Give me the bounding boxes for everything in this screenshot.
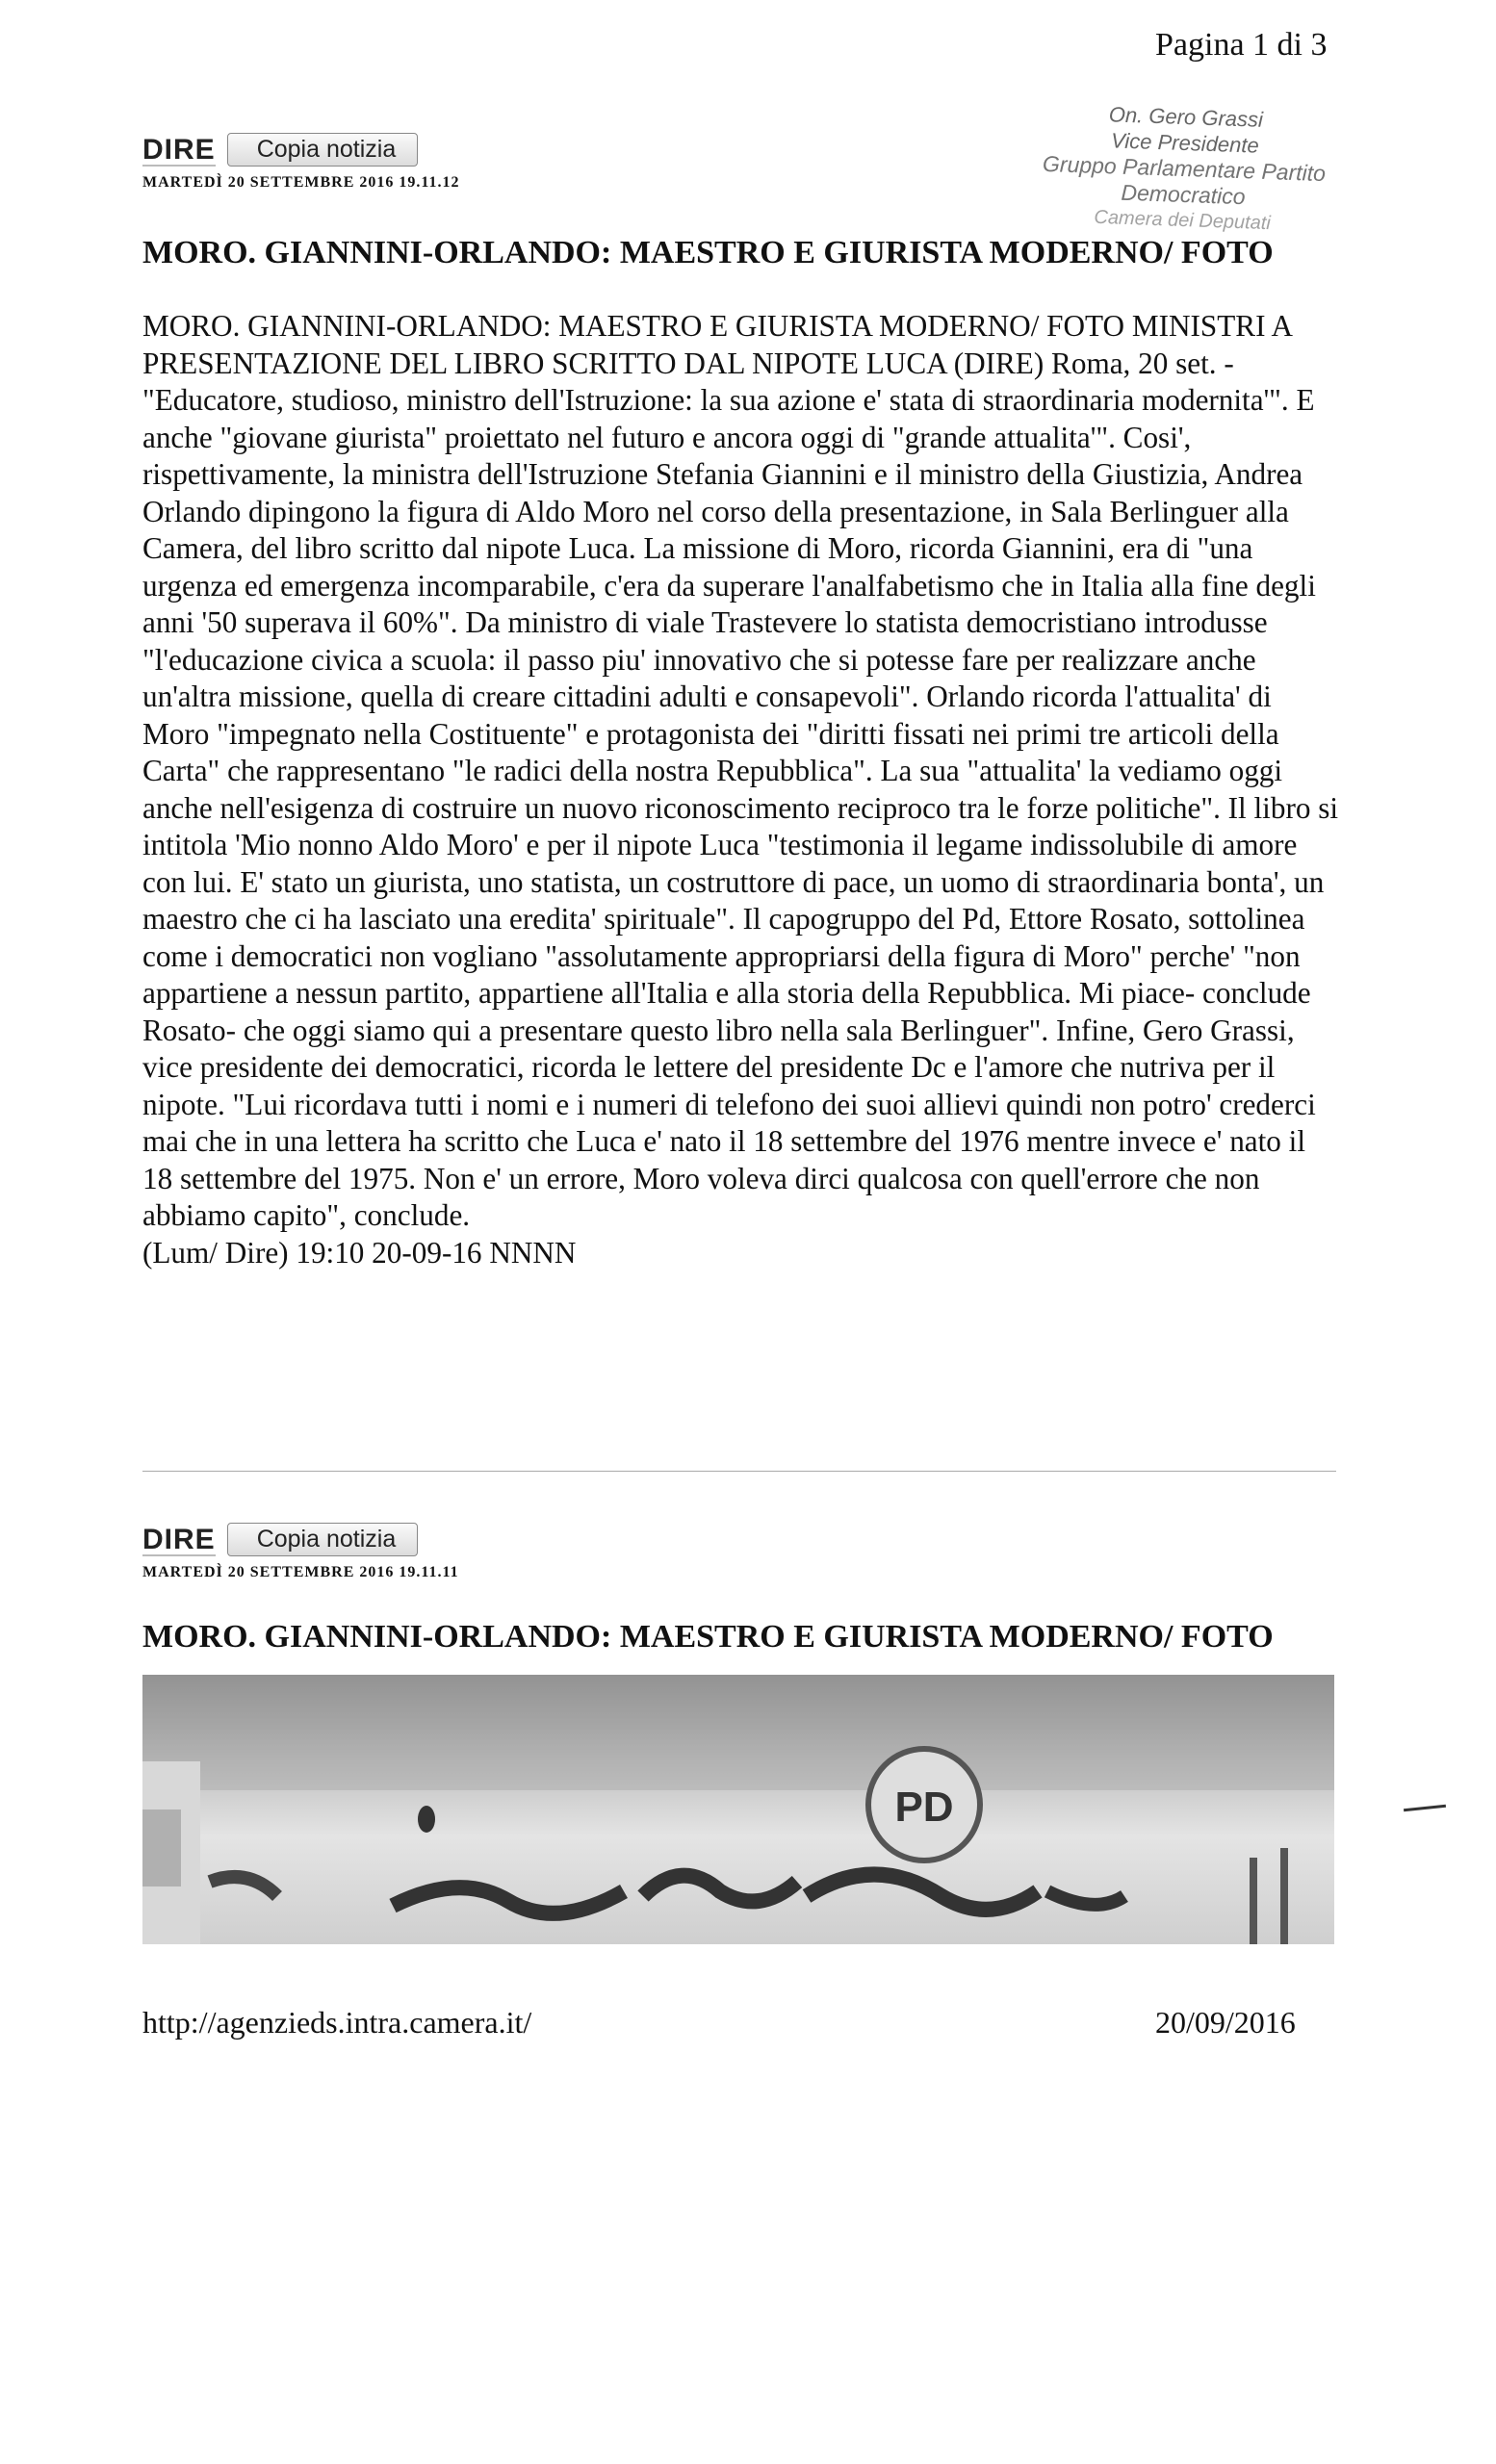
photo-scene [142,1675,1334,1944]
stamp-role: Vice Presidente [1110,128,1260,158]
article-1-dateline: MARTEDÌ 20 SETTEMBRE 2016 19.11.12 [142,174,460,191]
copy-news-button[interactable]: Copia notizia [227,1523,419,1556]
stamp-group: Gruppo Parlamentare Partito Democratico [1042,150,1327,210]
event-photo [142,1675,1334,1944]
photo-logo: PD [894,1784,954,1831]
deputy-stamp [1009,98,1359,240]
article-1-text: MORO. GIANNINI-ORLANDO: MAESTRO E GIURISTA MODERNO/ FOTO MINISTRI A PRESENTAZIONE DEL LIBRO SCRITTO DAL NIPOTE LUCA (DIRE) Roma, 20 set. - "Educatore, studioso, ministro dell'Istruzione: la sua azione e' stata di straordinaria modernita'". E anche "giovane giurista" proiettato nel futuro e ancora oggi di "grande attualita'". Cosi', rispettivamente, la ministra dell'Istruzione Stefania Giannini e il ministro della Giustizia, Andrea Orlando dipingono la figura di Aldo Moro nel corso della presentazione, in Sala Berlinguer alla Camera, del libro scritto dal nipote Luca. La missione di Moro, ricorda Giannini, era di "una urgenza ed emergenza incomparabile, c'era da superare l'analfabetismo che in Italia alla fine degli anni '50 superava il 60%". Da ministro di viale Trastevere lo statista democristiano introdusse "l'educazione civica a scuola: il passo piu' innovativo che si potesse fare per realizzare anche un'altra missione, quella di creare cittadini adulti e consapevoli". Orlando ricorda l'attualita' di Moro "impegnato nella Costituente" e protagonista dei "diritti fissati nei primi tre articoli della Carta" che rappresentano "le radici della nostra Repubblica". La sua "attualita' la vediamo oggi anche nell'esigenza di costruire un nuovo riconoscimento reciproco tra le forze politiche". Il libro si intitola 'Mio nonno Aldo Moro' e per il nipote Luca "testimonia il legame indissolubile di amore con lui. E' stato un giurista, uno statista, un costruttore di pace, un uomo di straordinaria bonta', un maestro che ci ha lasciato una eredita' spirituale". Il capogruppo del Pd, Ettore Rosato, sottolinea come i democratici non vogliano "assolutamente appropriarsi della figura di Moro" perche' "non appartiene a nessun partito, appartiene all'Italia e alla storia della Repubblica. Mi piace- conclude Rosato- che oggi siamo qui a presentare questo libro nella sala Berlinguer". Infine, Gero Grassi, vice presidente dei democratici, ricorda le lettere del presidente Dc e l'amore che nutriva per il nipote. "Lui ricordava tutti i nomi e i numeri di telefono dei suoi allievi quindi non potro' crederci mai che in una lettera ha scritto che Luca e' nato il 18 settembre del 1976 mentre invece e' nato il 18 settembre del 1975. Non e' un errore, Moro voleva dirci qualcosa con quell'errore che non abbiamo capito", conclude. [142,309,1339,1232]
article-1-headline: MORO. GIANNINI-ORLANDO: MAESTRO E GIURISTA MODERNO/ FOTO [142,235,1274,270]
article-1-signoff: (Lum/ Dire) 19:10 20-09-16 NNNN [142,1235,577,1270]
article-2-headline: MORO. GIANNINI-ORLANDO: MAESTRO E GIURISTA MODERNO/ FOTO [142,1619,1274,1655]
footer-date: 20/09/2016 [1155,2005,1296,2040]
article-1-header [142,133,459,192]
margin-mark [1404,1805,1446,1812]
article-2-header [142,1523,459,1581]
article-2-dateline: MARTEDÌ 20 SETTEMBRE 2016 19.11.11 [142,1564,459,1580]
stamp-chamber: Camera dei Deputati [1094,206,1272,235]
stamp-name: On. Gero Grassi [1108,102,1264,132]
page-number: Pagina 1 di 3 [1155,27,1328,63]
article-1-body [142,308,1341,1271]
footer-url: http://agenzieds.intra.camera.it/ [142,2005,532,2040]
dire-logo: DIRE [142,1524,216,1555]
dire-logo: DIRE [142,134,216,166]
article-separator [142,1471,1336,1472]
copy-news-button[interactable]: Copia notizia [227,133,419,167]
